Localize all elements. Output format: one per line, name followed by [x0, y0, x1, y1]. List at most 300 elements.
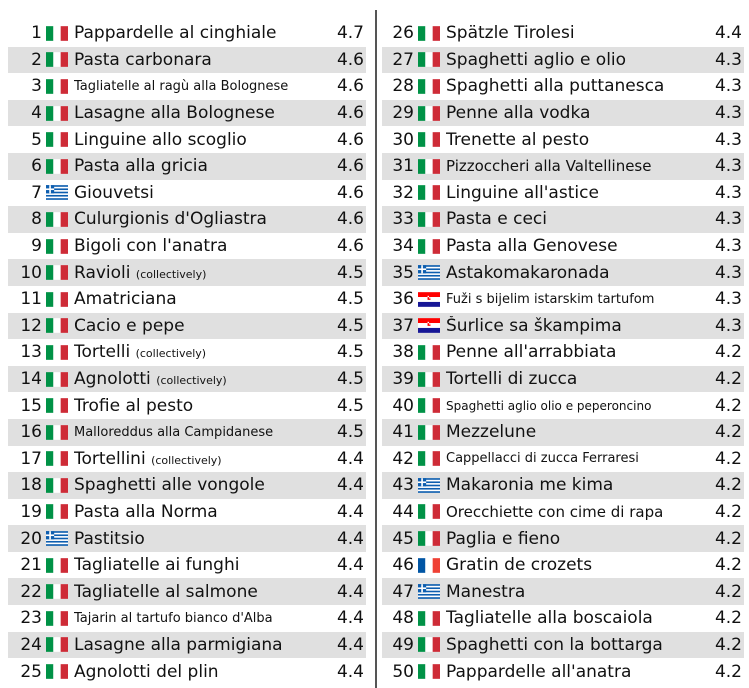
rating-value: 4.4 [336, 528, 364, 549]
italy-flag-icon [418, 664, 440, 679]
italy-flag-icon [46, 292, 68, 307]
rank-number: 19 [20, 501, 42, 522]
italy-flag-icon [46, 345, 68, 360]
dish-name [446, 662, 708, 682]
dish-name-text: Paglia e fieno [446, 528, 561, 549]
dish-name [446, 342, 708, 362]
dish-name [74, 316, 330, 336]
dish-name-text: Giouvetsi [74, 182, 154, 203]
france-flag-icon [418, 558, 440, 573]
dish-name-text: Amatriciana [74, 289, 177, 310]
dish-name-text: Pappardelle all'anatra [446, 661, 632, 682]
ranking-row [8, 206, 366, 233]
ranking-row [8, 605, 366, 632]
dish-name [446, 130, 708, 150]
ranking-row [8, 126, 366, 153]
italy-flag-icon [46, 106, 68, 121]
rating-value: 4.6 [336, 236, 364, 257]
rank-number: 48 [392, 608, 414, 629]
rank-number: 1 [31, 23, 42, 44]
dish-name [446, 263, 708, 283]
italy-flag-icon [418, 372, 440, 387]
ranking-row [8, 339, 366, 366]
ranking-row [8, 552, 366, 579]
ranking-row [8, 499, 366, 526]
greece-flag-icon [418, 584, 440, 599]
dish-name [74, 425, 330, 440]
dish-name [446, 157, 708, 175]
italy-flag-icon [46, 451, 68, 466]
rank-number: 34 [392, 236, 414, 257]
dish-name-text: Fuži s bijelim istarskim tartufom [446, 291, 655, 307]
italy-flag-icon [418, 239, 440, 254]
dish-name [446, 608, 708, 628]
rank-number: 36 [392, 289, 414, 310]
ranking-row [382, 525, 744, 552]
rating-value: 4.4 [336, 634, 364, 655]
rank-number: 15 [20, 395, 42, 416]
dish-name-text: Trenette al pesto [446, 129, 590, 150]
rating-value: 4.2 [714, 395, 742, 416]
italy-flag-icon [46, 398, 68, 413]
ranking-row [382, 499, 744, 526]
croatia-flag-icon [418, 318, 440, 333]
dish-name [446, 529, 708, 549]
rating-value: 4.5 [336, 369, 364, 390]
dish-name [74, 130, 330, 150]
italy-flag-icon [418, 398, 440, 413]
ranking-row [8, 233, 366, 260]
rating-value: 4.6 [336, 76, 364, 97]
rank-number: 32 [392, 182, 414, 203]
rating-value: 4.3 [714, 315, 742, 336]
ranking-row [8, 180, 366, 207]
rating-value: 4.5 [336, 342, 364, 363]
dish-name-text: Linguine allo scoglio [74, 129, 247, 150]
italy-flag-icon [418, 212, 440, 227]
dish-name-text: Trofie al pesto [74, 395, 194, 416]
rating-value: 4.2 [714, 608, 742, 629]
rank-number: 3 [31, 76, 42, 97]
dish-note: (collectively) [151, 453, 222, 467]
dish-note: (collectively) [135, 347, 207, 361]
dish-name [74, 369, 330, 389]
ranking-row [382, 126, 744, 153]
dish-name [446, 23, 708, 43]
dish-name-text: Pizzoccheri alla Valtellinese [446, 157, 652, 176]
italy-flag-icon [46, 637, 68, 652]
dish-name [74, 529, 330, 549]
rating-value: 4.3 [714, 156, 742, 177]
rating-value: 4.6 [336, 209, 364, 230]
rank-number: 23 [20, 608, 42, 629]
rating-value: 4.3 [714, 289, 742, 310]
rank-number: 24 [20, 634, 42, 655]
dish-name [446, 475, 708, 495]
dish-name-text: Spaghetti aglio olio e peperoncino [446, 398, 652, 413]
dish-name [446, 316, 708, 336]
dish-name [446, 451, 708, 466]
ranking-row [8, 658, 366, 685]
greece-flag-icon [418, 265, 440, 280]
italy-flag-icon [46, 504, 68, 519]
italy-flag-icon [46, 159, 68, 174]
ranking-row [8, 73, 366, 100]
dish-name [74, 611, 330, 626]
rank-number: 29 [392, 103, 414, 124]
dish-name-text: Spätzle Tirolesi [446, 23, 575, 44]
italy-flag-icon [46, 132, 68, 147]
dish-name-text: Lasagne alla parmigiana [74, 634, 283, 655]
italy-flag-icon [46, 239, 68, 254]
dish-name [74, 50, 330, 70]
rank-number: 8 [31, 209, 42, 230]
dish-name [74, 635, 330, 655]
rating-value: 4.2 [714, 661, 742, 682]
ranking-row [382, 233, 744, 260]
dish-name-text: Tagliatelle al salmone [74, 581, 258, 602]
dish-name [74, 236, 330, 256]
rank-number: 27 [392, 49, 414, 70]
ranking-row [382, 180, 744, 207]
ranking-row [382, 605, 744, 632]
dish-name-text: Penne all'arrabbiata [446, 342, 617, 363]
rank-number: 13 [20, 342, 42, 363]
dish-name-text: Agnolotti del plin [74, 661, 219, 682]
italy-flag-icon [418, 451, 440, 466]
dish-name-text: Ravioli [74, 262, 131, 283]
rating-value: 4.2 [714, 369, 742, 390]
rank-number: 25 [20, 661, 42, 682]
ranking-row [8, 313, 366, 340]
dish-name-text: Penne alla vodka [446, 103, 591, 124]
italy-flag-icon [418, 637, 440, 652]
dish-name-text: Spaghetti aglio e olio [446, 49, 627, 70]
ranking-row [8, 446, 366, 473]
italy-flag-icon [418, 185, 440, 200]
dish-name [74, 23, 330, 43]
dish-name-text: Astakomakaronada [446, 262, 610, 283]
dish-name [446, 209, 708, 229]
rating-value: 4.6 [336, 129, 364, 150]
rating-value: 4.5 [336, 262, 364, 283]
rating-value: 4.3 [714, 236, 742, 257]
ranking-row [8, 366, 366, 393]
dish-name-text: Malloreddus alla Campidanese [74, 424, 274, 440]
ranking-row [382, 366, 744, 393]
rating-value: 4.2 [714, 528, 742, 549]
dish-name [446, 503, 708, 521]
rank-number: 37 [392, 315, 414, 336]
dish-name-text: Tagliatelle ai funghi [74, 555, 240, 576]
dish-name-text: Pasta alla Norma [74, 501, 218, 522]
rank-number: 43 [392, 475, 414, 496]
italy-flag-icon [46, 26, 68, 41]
dish-name [74, 263, 330, 283]
rank-number: 16 [20, 422, 42, 443]
rank-number: 7 [31, 182, 42, 203]
ranking-row [382, 552, 744, 579]
rating-value: 4.6 [336, 49, 364, 70]
ranking-row [382, 286, 744, 313]
ranking-row [8, 419, 366, 446]
rating-value: 4.2 [714, 555, 742, 576]
dish-name [446, 236, 708, 256]
rating-value: 4.2 [714, 475, 742, 496]
dish-note: (collectively) [156, 374, 227, 388]
rating-value: 4.2 [714, 448, 742, 469]
dish-name-text: Pasta carbonara [74, 49, 212, 70]
rating-value: 4.3 [714, 49, 742, 70]
dish-name-text: Pastitsio [74, 528, 145, 549]
italy-flag-icon [418, 425, 440, 440]
rating-value: 4.4 [714, 23, 742, 44]
rank-number: 44 [392, 501, 414, 522]
italy-flag-icon [46, 584, 68, 599]
column-divider [375, 10, 377, 688]
dish-name [446, 292, 708, 307]
dish-name [74, 582, 330, 602]
rating-value: 4.7 [336, 23, 364, 44]
rank-number: 11 [20, 289, 42, 310]
italy-flag-icon [46, 265, 68, 280]
ranking-row [382, 100, 744, 127]
rank-number: 28 [392, 76, 414, 97]
dish-name [74, 502, 330, 522]
rating-value: 4.4 [336, 475, 364, 496]
ranking-row [382, 658, 744, 685]
italy-flag-icon [46, 558, 68, 573]
dish-name [74, 662, 330, 682]
rank-number: 39 [392, 369, 414, 390]
rank-number: 40 [392, 395, 414, 416]
ranking-row [8, 632, 366, 659]
rating-value: 4.3 [714, 182, 742, 203]
italy-flag-icon [418, 132, 440, 147]
ranking-row [382, 339, 744, 366]
dish-name [446, 399, 708, 413]
italy-flag-icon [46, 425, 68, 440]
dish-name-text: Spaghetti con la bottarga [446, 634, 663, 655]
dish-name-text: Cappellacci di zucca Ferraresi [446, 451, 639, 467]
dish-name [446, 50, 708, 70]
italy-flag-icon [46, 318, 68, 333]
rank-number: 47 [392, 581, 414, 602]
rank-number: 2 [31, 49, 42, 70]
rank-number: 20 [20, 528, 42, 549]
rank-number: 50 [392, 661, 414, 682]
dish-name-text: Makaronia me kima [446, 475, 614, 496]
rating-value: 4.3 [714, 209, 742, 230]
rating-value: 4.2 [714, 634, 742, 655]
ranking-row [382, 153, 744, 180]
rank-number: 33 [392, 209, 414, 230]
ranking-row [8, 392, 366, 419]
dish-name [74, 289, 330, 309]
dish-name [74, 449, 330, 469]
ranking-row [382, 578, 744, 605]
rating-value: 4.4 [336, 608, 364, 629]
dish-name [446, 582, 708, 602]
dish-name [446, 422, 708, 442]
ranking-row [8, 259, 366, 286]
rating-value: 4.4 [336, 555, 364, 576]
rank-number: 17 [20, 448, 42, 469]
dish-name [74, 209, 330, 229]
rank-number: 26 [392, 23, 414, 44]
italy-flag-icon [418, 26, 440, 41]
dish-name [446, 555, 708, 575]
ranking-row [382, 313, 744, 340]
ranking-row [382, 446, 744, 473]
italy-flag-icon [46, 52, 68, 67]
rating-value: 4.4 [336, 501, 364, 522]
rank-number: 12 [20, 315, 42, 336]
dish-name-text: Pasta alla Genovese [446, 236, 618, 257]
ranking-row [8, 47, 366, 74]
rating-value: 4.5 [336, 315, 364, 336]
dish-name-text: Tajarin al tartufo bianco d'Alba [74, 610, 273, 626]
rating-value: 4.3 [714, 76, 742, 97]
rating-value: 4.5 [336, 422, 364, 443]
ranking-row [382, 419, 744, 446]
rating-value: 4.2 [714, 422, 742, 443]
ranking-column-left [8, 20, 366, 685]
italy-flag-icon [46, 611, 68, 626]
greece-flag-icon [418, 478, 440, 493]
dish-name-text: Manestra [446, 581, 526, 602]
italy-flag-icon [418, 531, 440, 546]
ranking-column-right [382, 20, 744, 685]
italy-flag-icon [46, 372, 68, 387]
rating-value: 4.2 [714, 501, 742, 522]
ranking-row [8, 153, 366, 180]
rating-value: 4.3 [714, 129, 742, 150]
croatia-flag-icon [418, 292, 440, 307]
dish-note: (collectively) [135, 267, 207, 281]
rating-value: 4.5 [336, 289, 364, 310]
rank-number: 22 [20, 581, 42, 602]
rank-number: 30 [392, 129, 414, 150]
dish-name-text: Culurgionis d'Ogliastra [74, 209, 267, 230]
ranking-row [8, 472, 366, 499]
italy-flag-icon [418, 504, 440, 519]
dish-name-text: Tortellini [74, 448, 146, 469]
italy-flag-icon [46, 664, 68, 679]
dish-name-text: Lasagne alla Bolognese [74, 103, 275, 124]
dish-name [74, 342, 330, 362]
dish-name-text: Tagliatelle alla boscaiola [446, 608, 653, 629]
italy-flag-icon [418, 106, 440, 121]
italy-flag-icon [418, 611, 440, 626]
rating-value: 4.4 [336, 581, 364, 602]
dish-name-text: Pasta e ceci [446, 209, 547, 230]
ranking-row [382, 206, 744, 233]
rating-value: 4.3 [714, 262, 742, 283]
italy-flag-icon [418, 345, 440, 360]
rank-number: 18 [20, 475, 42, 496]
dish-name-text: Tortelli [74, 342, 131, 363]
dish-name [74, 555, 330, 575]
dish-name-text: Bigoli con l'anatra [74, 236, 228, 257]
dish-name [446, 635, 708, 655]
italy-flag-icon [46, 79, 68, 94]
dish-name-text: Šurlice sa škampima [446, 315, 622, 336]
ranking-row [382, 472, 744, 499]
dish-name [74, 183, 330, 203]
dish-name-text: Agnolotti [74, 369, 151, 390]
rank-number: 45 [392, 528, 414, 549]
rating-value: 4.4 [336, 661, 364, 682]
italy-flag-icon [46, 478, 68, 493]
greece-flag-icon [46, 531, 68, 546]
ranking-row [382, 632, 744, 659]
ranking-row [382, 20, 744, 47]
ranking-row [382, 73, 744, 100]
ranking-row [8, 20, 366, 47]
rank-number: 35 [392, 262, 414, 283]
rank-number: 41 [392, 422, 414, 443]
dish-name-text: Spaghetti alle vongole [74, 475, 265, 496]
ranking-row [8, 100, 366, 127]
rank-number: 42 [392, 448, 414, 469]
ranking-row [382, 47, 744, 74]
dish-name [446, 369, 708, 389]
dish-name-text: Pasta alla gricia [74, 156, 208, 177]
dish-name [446, 183, 708, 203]
rank-number: 31 [392, 156, 414, 177]
dish-name-text: Mezzelune [446, 422, 537, 443]
italy-flag-icon [418, 52, 440, 67]
dish-name-text: Gratin de crozets [446, 555, 593, 576]
italy-flag-icon [46, 212, 68, 227]
ranking-row [8, 286, 366, 313]
dish-name-text: Tortelli di zucca [446, 369, 578, 390]
ranking-row [382, 259, 744, 286]
dish-name-text: Pappardelle al cinghiale [74, 23, 277, 44]
rating-value: 4.2 [714, 342, 742, 363]
dish-name [74, 156, 330, 176]
rank-number: 4 [31, 103, 42, 124]
rank-number: 21 [20, 555, 42, 576]
ranking-row [8, 578, 366, 605]
ranking-row [8, 525, 366, 552]
dish-name-text: Tagliatelle al ragù alla Bolognese [74, 78, 289, 94]
dish-name-text: Spaghetti alla puttanesca [446, 76, 665, 97]
dish-name [74, 396, 330, 416]
dish-name-text: Orecchiette con cime di rapa [446, 502, 664, 521]
dish-name [74, 103, 330, 123]
dish-name-text: Linguine all'astice [446, 182, 599, 203]
dish-name [74, 475, 330, 495]
rating-value: 4.5 [336, 395, 364, 416]
rank-number: 10 [20, 262, 42, 283]
rank-number: 46 [392, 555, 414, 576]
dish-name-text: Cacio e pepe [74, 315, 185, 336]
rating-value: 4.4 [336, 448, 364, 469]
italy-flag-icon [418, 159, 440, 174]
dish-name [446, 76, 708, 96]
rating-value: 4.6 [336, 103, 364, 124]
rank-number: 38 [392, 342, 414, 363]
rating-value: 4.3 [714, 103, 742, 124]
italy-flag-icon [418, 79, 440, 94]
ranking-row [382, 392, 744, 419]
rank-number: 49 [392, 634, 414, 655]
rating-value: 4.2 [714, 581, 742, 602]
rank-number: 14 [20, 369, 42, 390]
rank-number: 9 [31, 236, 42, 257]
